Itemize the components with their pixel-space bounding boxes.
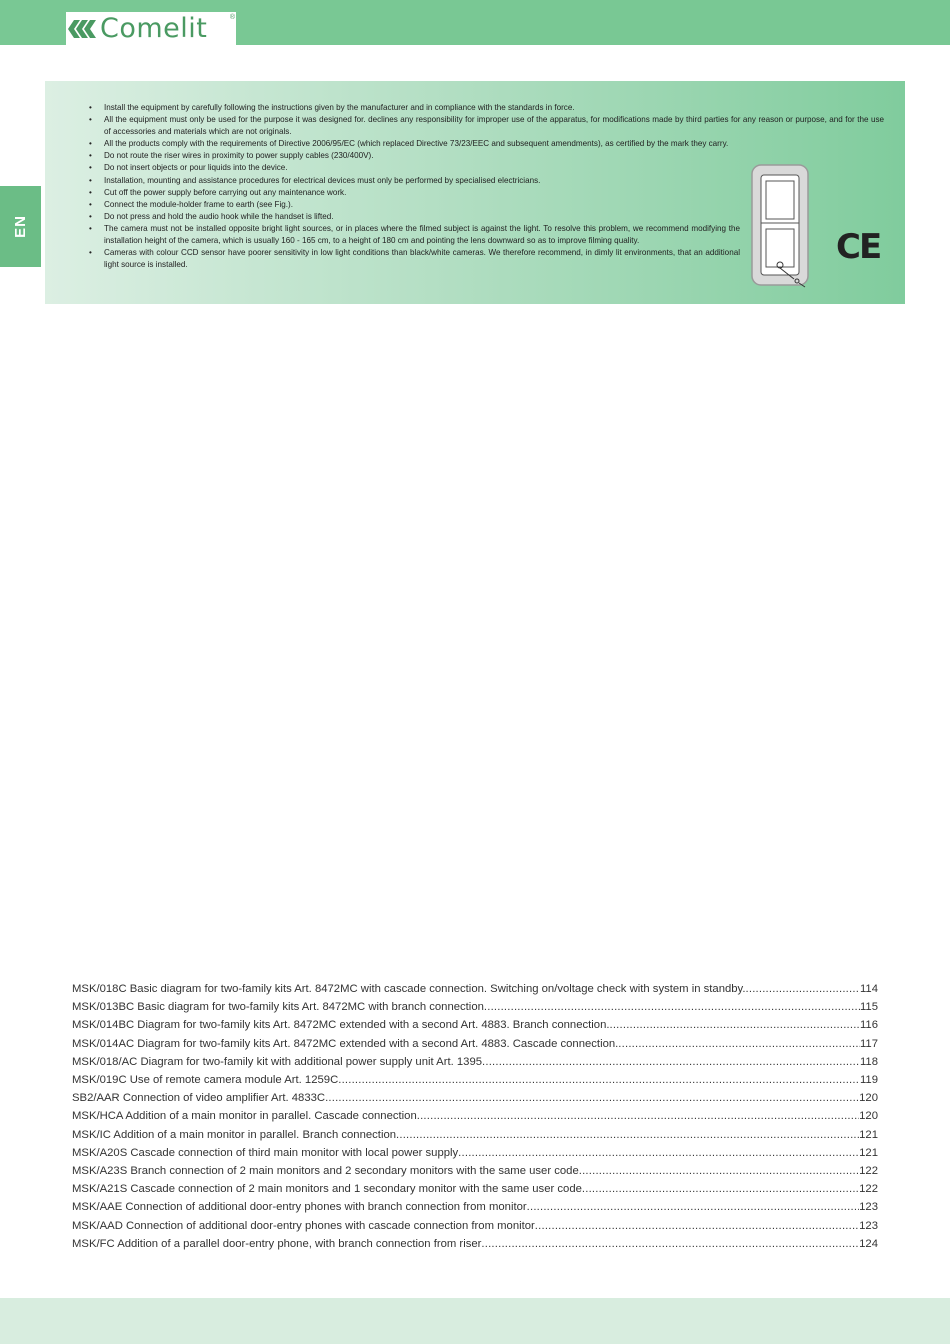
toc-title: MSK/013BC Basic diagram for two-family kits Art. 8472MC with branch connection bbox=[72, 1001, 484, 1014]
toc-page: 124 bbox=[859, 1237, 878, 1250]
toc-title: MSK/018C Basic diagram for two-family kits Art. 8472MC with cascade connection. Switching on/voltage check with system in standby. bbox=[72, 983, 746, 995]
warning-item: • Connect the module-holder frame to earth (see Fig.). bbox=[89, 199, 884, 211]
toc-page: 120 bbox=[859, 1110, 878, 1123]
warning-item: • Do not insert objects or pour liquids into the device. bbox=[89, 162, 884, 174]
toc-leader bbox=[527, 1198, 860, 1216]
warning-item: • Cameras with colour CCD sensor have poorer sensitivity in low light conditions than black/white cameras. We therefore recommend, in dimly lit environments, that an additional light source is installed. bbox=[89, 247, 740, 271]
language-label: EN bbox=[12, 215, 29, 238]
toc-row[interactable] bbox=[72, 1144, 878, 1162]
brand-logo bbox=[66, 12, 236, 46]
toc-page: 122 bbox=[859, 1183, 878, 1196]
toc-title: MSK/014BC Diagram for two-family kits Art. 8472MC extended with a second Art. 4883. Branch connection. bbox=[72, 1019, 610, 1032]
toc-row[interactable] bbox=[72, 1198, 878, 1216]
toc-page: 116 bbox=[859, 1019, 878, 1032]
ce-mark: CE bbox=[836, 227, 881, 267]
toc-leader bbox=[417, 1107, 859, 1125]
warning-item: • Cut off the power supply before carrying out any maintenance work. bbox=[89, 187, 884, 199]
toc-page: 123 bbox=[859, 1219, 878, 1232]
toc-page: 120 bbox=[859, 1092, 878, 1105]
language-tab bbox=[0, 186, 41, 267]
toc-page: 121 bbox=[859, 1128, 878, 1141]
toc-leader bbox=[746, 980, 860, 998]
toc-leader bbox=[325, 1089, 859, 1107]
footer-bar bbox=[0, 1298, 950, 1344]
module-holder-frame-figure bbox=[748, 161, 820, 291]
toc-page: 122 bbox=[859, 1165, 878, 1178]
toc-title: MSK/019C Use of remote camera module Art. 1259C bbox=[72, 1074, 339, 1087]
toc-title: MSK/018/AC Diagram for two-family kit with additional power supply unit Art. 1395 bbox=[72, 1055, 483, 1068]
warning-item: • All the equipment must only be used for the purpose it was designed for. declines any responsibility for improper use of the apparatus, for modifications made by third parties for any reason or purpose, and for the use of accessories and materials which are not originals. bbox=[89, 114, 884, 138]
toc-leader bbox=[579, 1162, 859, 1180]
table-of-contents bbox=[72, 980, 878, 1253]
toc-title: MSK/FC Addition of a parallel door-entry phone, with branch connection from riser bbox=[72, 1237, 482, 1250]
warning-item: • Install the equipment by carefully following the instructions given by the manufacturer and in compliance with the standards in force. bbox=[89, 102, 884, 114]
toc-leader bbox=[458, 1144, 859, 1162]
toc-row[interactable] bbox=[72, 1016, 878, 1034]
toc-row[interactable] bbox=[72, 998, 878, 1016]
logo-mark-icon bbox=[68, 20, 98, 38]
toc-leader bbox=[484, 998, 860, 1016]
toc-page: 117 bbox=[859, 1037, 878, 1050]
toc-row[interactable] bbox=[72, 1035, 878, 1053]
toc-leader bbox=[396, 1126, 859, 1144]
toc-row[interactable] bbox=[72, 1107, 878, 1125]
toc-row[interactable] bbox=[72, 1235, 878, 1253]
toc-page: 114 bbox=[859, 983, 878, 995]
toc-page: 119 bbox=[859, 1074, 878, 1087]
toc-title: SB2/AAR Connection of video amplifier Art. 4833C bbox=[72, 1092, 326, 1105]
toc-leader bbox=[618, 1035, 860, 1053]
registered-mark: ® bbox=[229, 14, 235, 21]
toc-page: 121 bbox=[859, 1146, 878, 1159]
toc-title: MSK/A20S Cascade connection of third main monitor with local power supply bbox=[72, 1146, 459, 1159]
toc-title: MSK/A21S Cascade connection of 2 main monitors and 1 secondary monitor with the same user code bbox=[72, 1183, 582, 1196]
toc-title: MSK/AAE Connection of additional door-entry phones with branch connection from monitor bbox=[72, 1201, 527, 1214]
toc-page: 123 bbox=[859, 1201, 878, 1214]
toc-title: MSK/014AC Diagram for two-family kits Art. 8472MC extended with a second Art. 4883. Cascade connection. bbox=[72, 1037, 619, 1050]
warning-item: • Do not route the riser wires in proximity to power supply cables (230/400V). bbox=[89, 150, 884, 162]
toc-leader bbox=[482, 1053, 860, 1071]
toc-title: MSK/IC Addition of a main monitor in parallel. Branch connection bbox=[72, 1128, 397, 1141]
warning-item: • Do not press and hold the audio hook while the handset is lifted. bbox=[89, 211, 884, 223]
toc-row[interactable] bbox=[72, 1217, 878, 1235]
toc-page: 115 bbox=[859, 1001, 878, 1014]
safety-warnings-box bbox=[45, 81, 905, 304]
toc-leader bbox=[338, 1071, 860, 1089]
toc-leader bbox=[582, 1180, 859, 1198]
toc-row[interactable] bbox=[72, 1089, 878, 1107]
toc-row[interactable] bbox=[72, 1053, 878, 1071]
toc-title: MSK/AAD Connection of additional door-entry phones with cascade connection from monitor bbox=[72, 1219, 535, 1232]
toc-leader bbox=[610, 1016, 860, 1034]
toc-row[interactable] bbox=[72, 1180, 878, 1198]
toc-row[interactable] bbox=[72, 1126, 878, 1144]
toc-row[interactable] bbox=[72, 1071, 878, 1089]
brand-name: Comelit bbox=[100, 13, 208, 44]
toc-page: 118 bbox=[859, 1055, 878, 1068]
warning-item: • All the products comply with the requirements of Directive 2006/95/EC (which replaced Directive 73/23/EEC and subsequent amendments), as certified by the mark they carry. bbox=[89, 138, 884, 150]
warning-item: • Installation, mounting and assistance procedures for electrical devices must only be performed by specialised electricians. bbox=[89, 175, 884, 187]
toc-row[interactable] bbox=[72, 980, 878, 998]
toc-title: MSK/A23S Branch connection of 2 main monitors and 2 secondary monitors with the same user code bbox=[72, 1165, 579, 1178]
toc-row[interactable] bbox=[72, 1162, 878, 1180]
warning-item: • The camera must not be installed opposite bright light sources, or in places where the filmed subject is against the light. To resolve this problem, we recommend modifying the installation height of the camera, which is usually 160 - 165 cm, to a height of 180 cm and pointing the lens downward so as to improve filming quality. bbox=[89, 223, 740, 247]
toc-leader bbox=[535, 1217, 859, 1235]
toc-title: MSK/HCA Addition of a main monitor in parallel. Cascade connection bbox=[72, 1110, 417, 1123]
toc-leader bbox=[481, 1235, 859, 1253]
